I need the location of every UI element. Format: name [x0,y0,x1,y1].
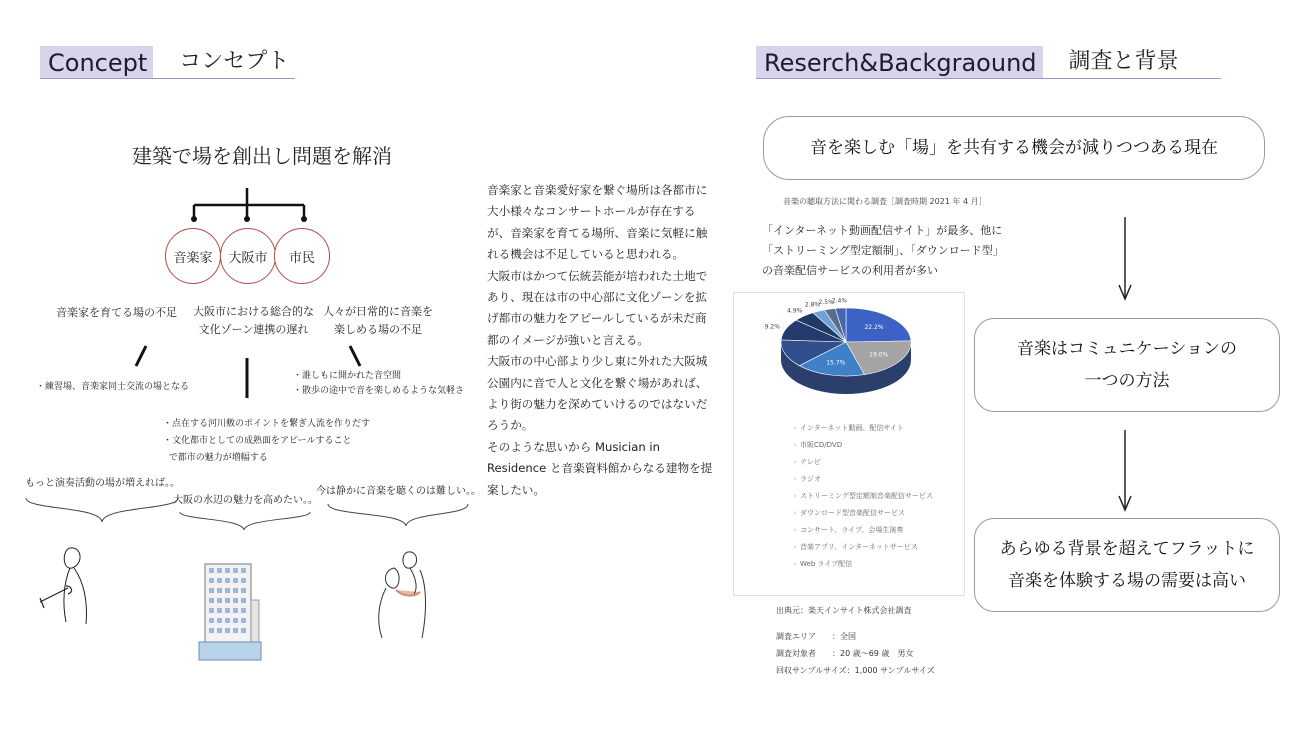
research-box-2: 音楽はコミュニケーションの 一つの方法 [974,318,1280,412]
legend-item [792,454,933,471]
concept-paragraph [487,180,715,501]
arrow-down-1 [1116,215,1134,303]
legend-item [792,556,933,573]
research-box-3: あらゆる背景を超えてフラットに 音楽を体験する場の需要は高い [974,518,1280,612]
legend-label: テレビ [800,458,821,466]
solution-musician: ・練習場、音楽家同士交流の場となる [36,382,190,392]
solution-osaka: ・点在する河川敷のポイントを繋ぎ人流を作りだす ・文化都市としての成熟面をアピールすること で都市の魅力が増幅する [163,419,371,463]
concept-header-en: Concept [40,46,153,78]
voice-braces [20,490,480,540]
solution-citizens: ・誰しもに開かれた音空間 ・散歩の途中で音を楽しめるような気軽さ [293,371,465,396]
problem-citizens: 人々が日常的に音楽を 楽しめる場の不足 [323,305,433,336]
building-icon [195,560,265,665]
center-arrow [240,356,254,402]
source-label: 出典元：楽天インサイト株式会社調査 [776,606,912,615]
voice-citizens: 今は静かに音楽を聴くのは難しい。。 [316,486,481,497]
legend-item [792,420,933,437]
legend-label: 市販CD/DVD [800,441,843,449]
legend-bullet-icon: › [793,543,797,551]
arrow-down-2 [1116,428,1134,516]
legend-label: コンサート、ライブ、会場生演奏 [800,526,904,534]
legend-item [792,437,933,454]
research-header-en: Reserch&Backgraound [756,46,1043,78]
paragraph-4: そのような思いから Musician in Residence と音楽資料館からなる建物を提案したい。 [487,439,713,497]
circle-citizens: 市民 [274,228,330,284]
circle-musician: 音楽家 [165,228,221,284]
legend-item [792,505,933,522]
research-header-jp: 調査と背景 [1068,49,1179,74]
voice-osaka: 大阪の水辺の魅力を高めたい。。 [173,495,318,506]
trumpet-player-sketch-icon [36,542,106,627]
legend-label: ダウンロード型音楽配信サービス [800,509,905,517]
problem-musician: 音楽家を育てる場の不足 [56,306,177,319]
research-box-1: 音を楽しむ「場」を共有する機会が減りつつある現在 [763,116,1265,180]
research-header [756,44,1221,79]
pie-value-label: 2.4% [831,297,848,305]
concept-header [40,44,295,79]
legend-bullet-icon: › [793,475,797,483]
legend-label: 音楽アプリ、インターネットサービス [800,543,918,551]
survey-note-area: 調査エリア ：全国 [776,632,856,641]
legend-bullet-icon: › [793,458,797,466]
survey-note-target: 調査対象者 ：20 歳〜69 歳 男女 [776,649,914,658]
paragraph-2: 大阪市はかつて伝統芸能が培われた土地であり、現在は市の中心部に文化ゾーンを拡げ都市の魅力をアピールしているが未だ商都のイメージが強いと言える。 [487,268,708,347]
legend-bullet-icon: › [793,560,797,568]
survey-title: 音楽の聴取方法に関わる調査［調査時期 2021 年 4 月］ [783,197,987,206]
problem-osaka: 大阪市における総合的な 文化ゾーン連携の遅れ [193,305,314,336]
paragraph-3: 大阪市の中心部より少し東に外れた大阪城公園内に音で人と文化を繋ぐ場があれば、より街の魅力を深めていけるのではないだろうか。 [487,354,708,433]
voice-musician: もっと演奏活動の場が増えれば。。 [25,478,180,489]
pie-value-label: 15.7% [826,359,846,367]
legend-bullet-icon: › [793,526,797,534]
pie-value-label: 2.5% [818,298,834,306]
pie-value-label: 22.2% [864,323,884,331]
pie-value-label: 2.8% [804,301,821,309]
legend-bullet-icon: › [793,509,797,517]
pie-value-label: 19.0% [869,351,889,359]
circle-osaka-city: 大阪市 [220,228,276,284]
legend-item [792,488,933,505]
survey-note-sample: 回収サンプルサイズ：1,000 サンプルサイズ [776,666,935,675]
legend-bullet-icon: › [793,424,797,432]
chart-legend [792,420,933,573]
legend-label: Web ライブ配信 [800,560,853,568]
legend-item [792,471,933,488]
legend-bullet-icon: › [793,441,797,449]
legend-label: インターネット動画、配信サイト [800,424,904,432]
concept-title: 建築で場を創出し問題を解消 [132,144,392,168]
pie-value-label: 9.2% [764,323,780,331]
paragraph-1: 音楽家と音楽愛好家を繋ぐ場所は各都市に大小様々なコンサートホールが存在するが、音楽家を育てる場所、音楽に気軽に触れる機会は不足していると思われる。 [487,183,708,262]
legend-item [792,522,933,539]
legend-item [792,539,933,556]
survey-finding: 「インターネット動画配信サイト」が最多、他に 「ストリーミング型定額制」、「ダウンロード型」 の音楽配信サービスの利用者が多い [762,224,1004,277]
listener-sketch-icon [370,548,450,643]
concept-header-jp: コンセプト [179,49,290,74]
pie-chart [733,292,963,412]
legend-label: ストリーミング型定額制音楽配信サービス [800,492,933,500]
legend-bullet-icon: › [793,492,797,500]
pie-value-label: 4.9% [787,307,803,315]
legend-label: ラジオ [800,475,821,483]
